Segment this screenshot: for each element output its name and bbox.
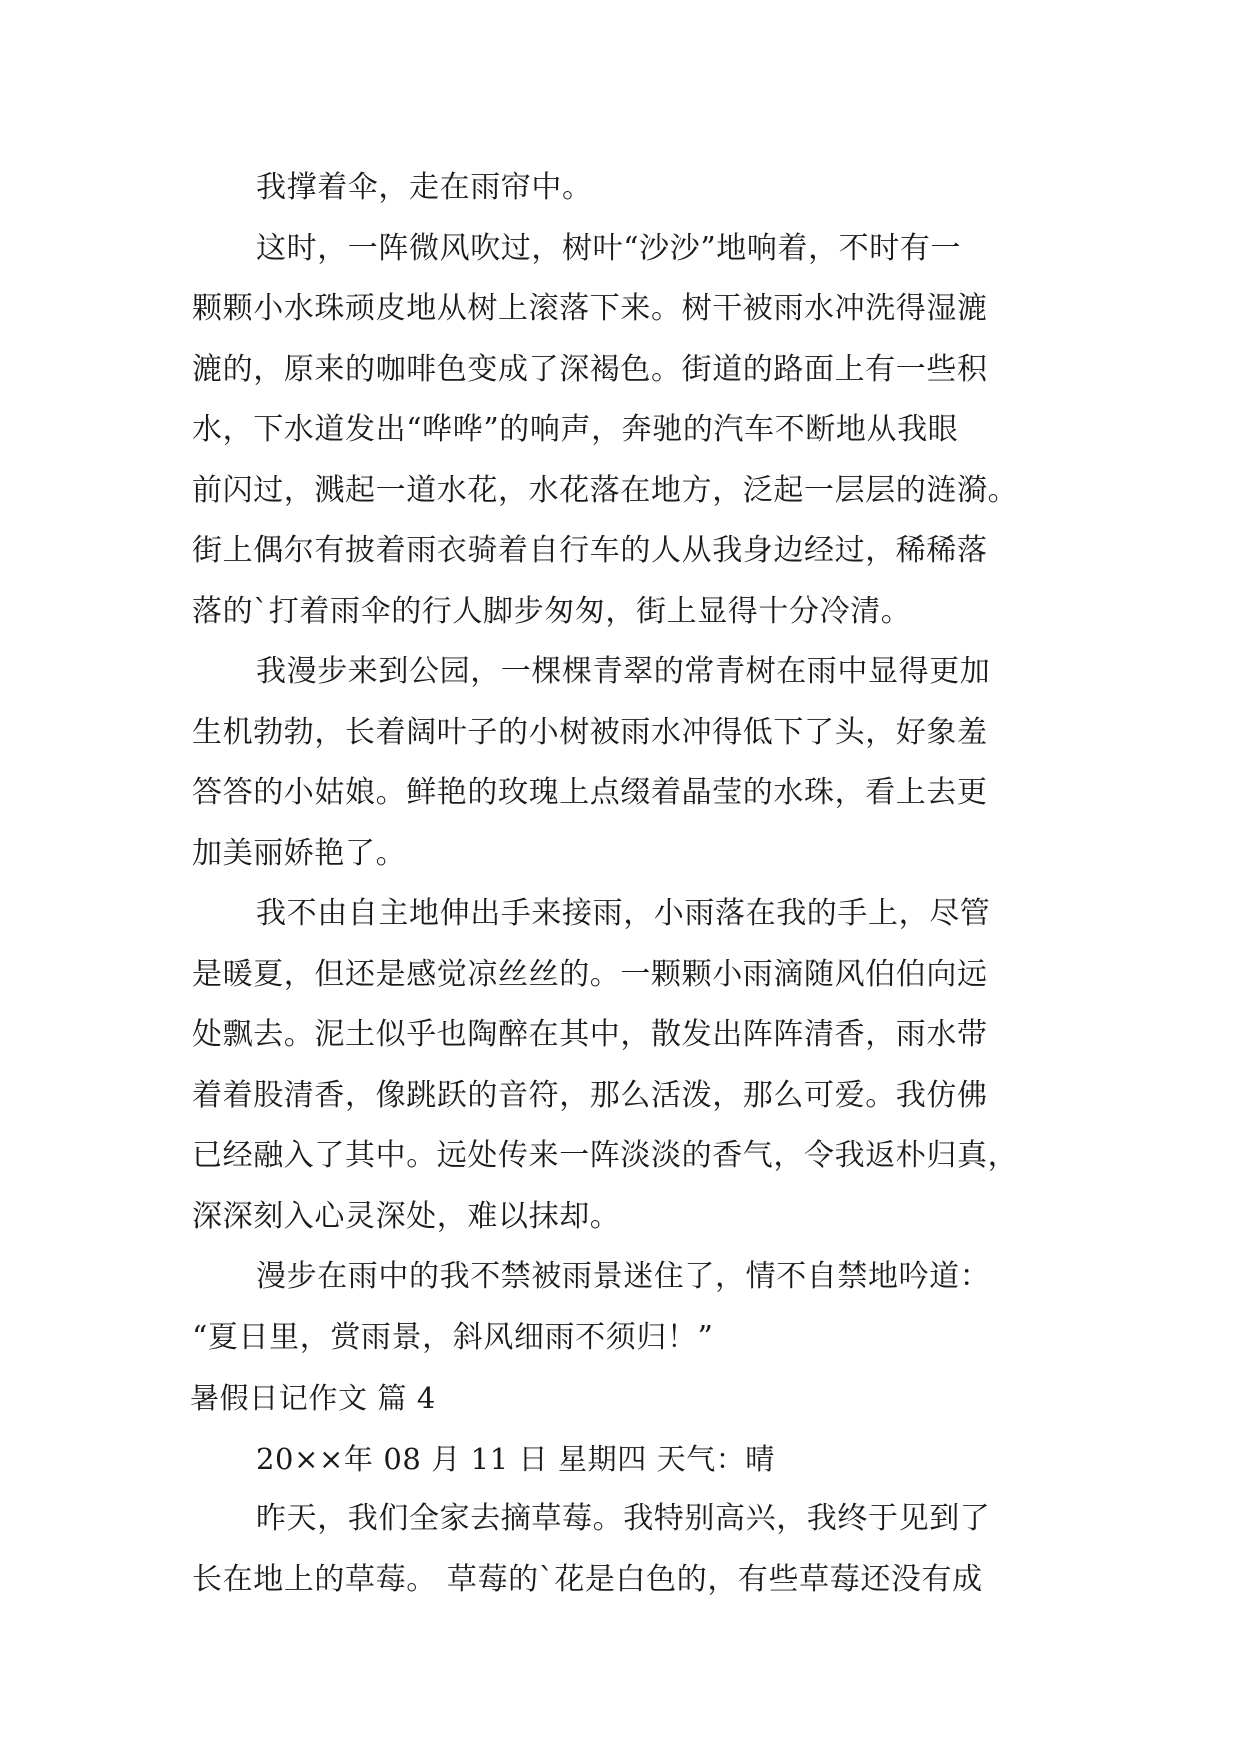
- paragraph-strawberry: [192, 1489, 1052, 1610]
- paragraph-umbrella: [192, 158, 1052, 219]
- text-line: 已经融入了其中。远处传来一阵淡淡的香气，令我返朴归真，: [192, 1138, 1019, 1173]
- text-line: 街上偶尔有披着雨衣骑着自行车的人从我身边经过，稀稀落: [192, 533, 988, 568]
- text-line: 我不由自主地伸出手来接雨，小雨落在我的手上，尽管: [256, 896, 991, 931]
- text-line: 处飘去。泥土似乎也陶醉在其中，散发出阵阵清香，雨水带: [192, 1017, 988, 1052]
- text-line: 落的`打着雨伞的行人脚步匆匆，街上显得十分冷清。: [192, 593, 912, 629]
- paragraph-poem: [192, 1247, 1052, 1368]
- dateline-text: 20××年 08 月 11 日 星期四 天气：晴: [256, 1441, 776, 1476]
- text-line: 漫步在雨中的我不禁被雨景迷住了，情不自禁地吟道：: [256, 1259, 991, 1294]
- text-line: 前闪过，溅起一道水花，水花落在地方，泛起一层层的涟漪。: [192, 472, 1019, 508]
- section-heading: [192, 1368, 1052, 1429]
- text-line: 昨天，我们全家去摘草莓。我特别高兴，我终于见到了: [256, 1501, 991, 1536]
- paragraph-park: [192, 642, 1052, 884]
- paragraph-breeze: [192, 219, 1052, 643]
- dateline: [192, 1429, 1052, 1490]
- paragraph-catch-rain: [192, 884, 1052, 1247]
- text-line: 长在地上的草莓。 草莓的`花是白色的，有些草莓还没有成: [192, 1561, 983, 1597]
- text-line: 这时，一阵微风吹过，树叶“沙沙”地响着，不时有一: [256, 230, 962, 266]
- text-line: “夏日里，赏雨景，斜风细雨不须归！”: [192, 1319, 714, 1355]
- text-line: 深深刻入心灵深处，难以抹却。: [192, 1198, 621, 1234]
- text-line: 漉的，原来的咖啡色变成了深褐色。街道的路面上有一些积: [192, 351, 988, 387]
- text-line: 水，下水道发出“哗哗”的响声，奔驰的汽车不断地从我眼: [192, 412, 959, 447]
- text-line: 着着股清香，像跳跃的音符，那么活泼，那么可爱。我仿佛: [192, 1077, 988, 1113]
- text-line: 加美丽娇艳了。: [192, 835, 407, 871]
- text-line: 颗颗小水珠顽皮地从树上滚落下来。树干被雨水冲洗得湿漉: [192, 291, 988, 326]
- heading-text: 暑假日记作文 篇 4: [190, 1381, 436, 1415]
- text-line: 我漫步来到公园，一棵棵青翠的常青树在雨中显得更加: [256, 654, 991, 689]
- text-line: 生机勃勃，长着阔叶子的小树被雨水冲得低下了头，好象羞: [192, 714, 988, 750]
- text-line: 答答的小姑娘。鲜艳的玫瑰上点缀着晶莹的水珠，看上去更: [192, 775, 988, 810]
- text-line: 是暖夏，但还是感觉凉丝丝的。一颗颗小雨滴随风伯伯向远: [192, 956, 988, 992]
- document-body: [192, 158, 1052, 1610]
- text-line: 我撑着伞，走在雨帘中。: [256, 170, 593, 205]
